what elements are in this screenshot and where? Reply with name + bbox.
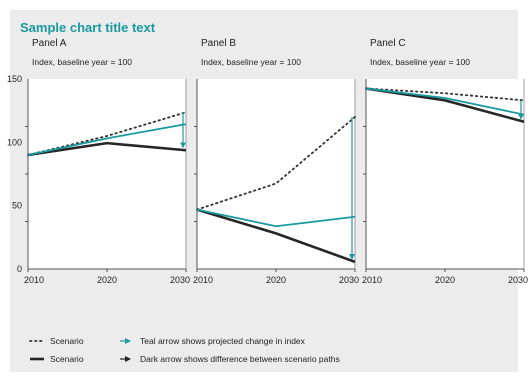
x-tick-label: 2010 [362,275,383,285]
plot-area [197,79,355,269]
x-tick-label: 2020 [96,275,118,285]
y-tick-label: 150 [6,74,22,84]
panel-subtitle: Index, baseline year = 100 [32,57,132,67]
y-tick-label: 0 [16,264,22,274]
legend-item [30,354,84,364]
chart-panel-1 [7,38,190,285]
legend-item [30,336,84,346]
panel-title: Panel B [201,38,237,49]
panel-subtitle: Index, baseline year = 100 [370,57,470,67]
plot-area [28,79,186,269]
plot-area [366,79,524,269]
chart-panel-3 [362,38,528,285]
y-tick-label: 50 [11,200,22,211]
panel-title: Panel A [32,38,67,49]
x-tick-label: 2020 [265,275,287,285]
legend-label: Teal arrow shows projected change in index [140,336,305,346]
chart-canvas [6,10,528,372]
legend-item [120,354,340,364]
x-tick-label: 2030 [169,275,190,285]
chart-panel-2 [193,38,359,285]
x-tick-label: 2010 [24,275,45,285]
y-tick-label: 100 [6,137,22,148]
legend-label: Scenario [50,354,84,364]
panel-subtitle: Index, baseline year = 100 [201,57,301,67]
legend-item [120,336,306,346]
x-tick-label: 2030 [507,275,528,285]
figure-title: Sample chart title text [20,20,156,35]
x-tick-label: 2020 [434,275,456,285]
legend-label: Scenario [50,336,84,346]
panel-title: Panel C [370,38,406,49]
figure-panel [6,10,528,372]
legend-label: Dark arrow shows difference between scenario paths [140,354,340,364]
x-tick-label: 2030 [338,275,359,285]
x-tick-label: 2010 [193,275,214,285]
